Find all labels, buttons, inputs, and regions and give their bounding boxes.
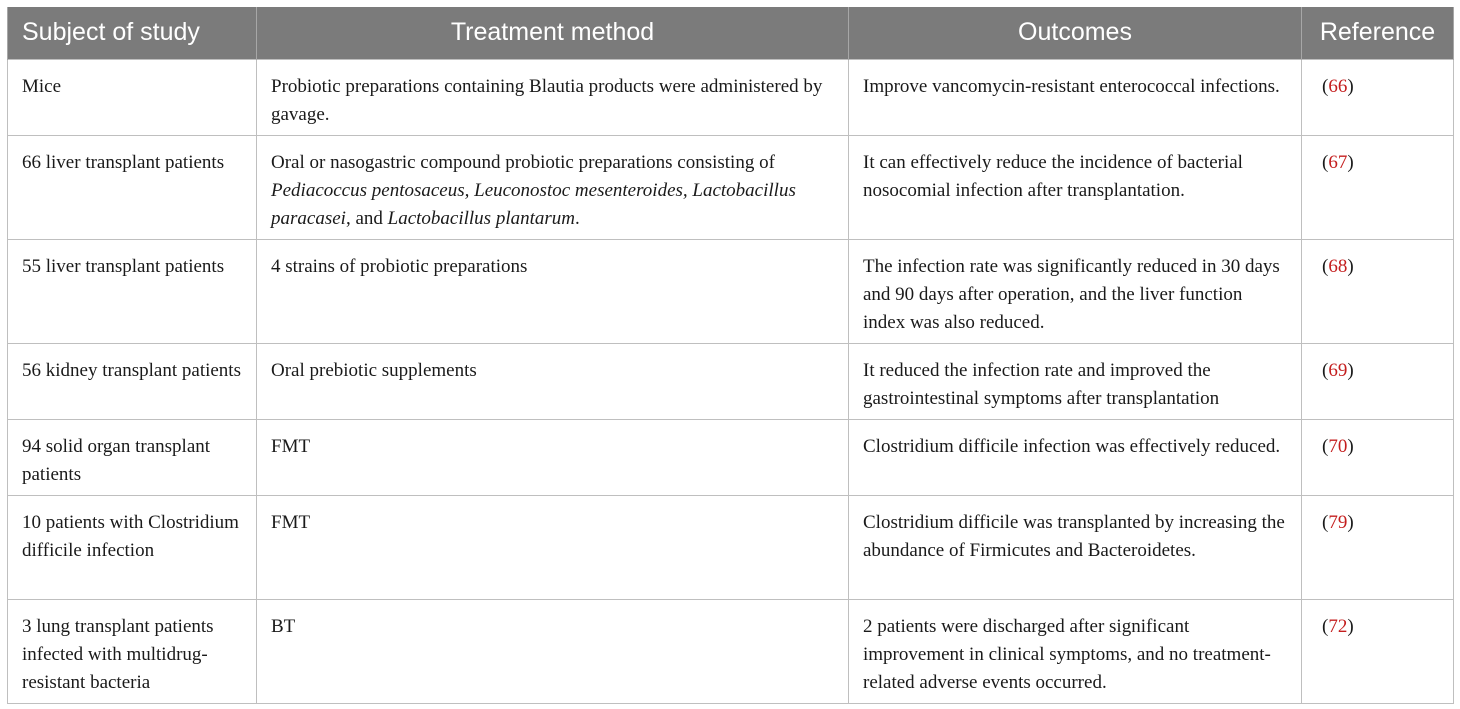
outcomes-cell: 2 patients were discharged after significant improvement in clinical symptoms, and no treatment-related adverse events occurred. <box>849 599 1302 703</box>
subject-cell: 66 liver transplant patients <box>8 135 257 239</box>
species-name: Lactobacillus plantarum <box>387 207 575 229</box>
subject-cell: 56 kidney transplant patients <box>8 343 257 419</box>
outcomes-cell: Clostridium difficile was transplanted by increasing the abundance of Firmicutes and Bacteroidetes. <box>849 495 1302 599</box>
treatment-cell: Oral prebiotic supplements <box>257 343 849 419</box>
header-treatment: Treatment method <box>257 7 849 59</box>
treatment-cell: FMT <box>257 419 849 495</box>
treatment-text: , and <box>345 207 388 229</box>
treatment-text: Oral or nasogastric compound probiotic preparations consisting of <box>271 151 775 173</box>
header-outcomes: Outcomes <box>849 7 1302 59</box>
table-body <box>8 59 1454 703</box>
outcomes-cell: Improve vancomycin-resistant enterococcal infections. <box>849 59 1302 135</box>
subject-cell: 94 solid organ transplant patients <box>8 419 257 495</box>
ref-open-paren: ( <box>1322 511 1329 533</box>
outcomes-cell: The infection rate was significantly reduced in 30 days and 90 days after operation, and the liver function index was also reduced. <box>849 239 1302 343</box>
header-subject: Subject of study <box>8 7 257 59</box>
study-table <box>7 7 1454 704</box>
reference-link[interactable]: 66 <box>1328 75 1348 97</box>
ref-close-paren: ) <box>1347 151 1354 173</box>
table-row <box>8 599 1454 703</box>
reference-link[interactable]: 70 <box>1328 435 1348 457</box>
table-header <box>8 7 1454 59</box>
reference-cell <box>1302 419 1454 495</box>
ref-close-paren: ) <box>1347 435 1354 457</box>
table-row <box>8 239 1454 343</box>
reference-link[interactable]: 72 <box>1328 615 1348 637</box>
ref-open-paren: ( <box>1322 615 1329 637</box>
reference-cell <box>1302 59 1454 135</box>
reference-cell <box>1302 495 1454 599</box>
outcomes-cell: Clostridium difficile infection was effectively reduced. <box>849 419 1302 495</box>
ref-close-paren: ) <box>1347 359 1354 381</box>
reference-link[interactable]: 67 <box>1328 151 1348 173</box>
table-row <box>8 59 1454 135</box>
header-reference: Reference <box>1302 7 1454 59</box>
ref-open-paren: ( <box>1322 151 1329 173</box>
reference-link[interactable]: 79 <box>1328 511 1348 533</box>
table-row <box>8 495 1454 599</box>
ref-close-paren: ) <box>1347 255 1354 277</box>
ref-open-paren: ( <box>1322 359 1329 381</box>
table-row <box>8 419 1454 495</box>
species-names: Pediacoccus pentosaceus, Leuconostoc mesenteroides, Lactobacillus paracasei <box>271 179 796 229</box>
header-row <box>8 7 1454 59</box>
reference-cell <box>1302 343 1454 419</box>
reference-link[interactable]: 68 <box>1328 255 1348 277</box>
reference-cell <box>1302 135 1454 239</box>
outcomes-cell: It reduced the infection rate and improved the gastrointestinal symptoms after transplantation <box>849 343 1302 419</box>
subject-cell: 10 patients with Clostridium difficile infection <box>8 495 257 599</box>
outcomes-cell: It can effectively reduce the incidence of bacterial nosocomial infection after transplantation. <box>849 135 1302 239</box>
table-row <box>8 135 1454 239</box>
ref-close-paren: ) <box>1347 75 1354 97</box>
ref-open-paren: ( <box>1322 75 1329 97</box>
treatment-cell: BT <box>257 599 849 703</box>
ref-close-paren: ) <box>1347 615 1354 637</box>
table-row <box>8 343 1454 419</box>
reference-link[interactable]: 69 <box>1328 359 1348 381</box>
treatment-cell: 4 strains of probiotic preparations <box>257 239 849 343</box>
subject-cell: Mice <box>8 59 257 135</box>
reference-cell <box>1302 599 1454 703</box>
ref-open-paren: ( <box>1322 255 1329 277</box>
treatment-text: . <box>575 207 580 229</box>
treatment-cell: FMT <box>257 495 849 599</box>
reference-cell <box>1302 239 1454 343</box>
subject-cell: 55 liver transplant patients <box>8 239 257 343</box>
treatment-cell <box>257 135 849 239</box>
subject-cell: 3 lung transplant patients infected with multidrug-resistant bacteria <box>8 599 257 703</box>
ref-open-paren: ( <box>1322 435 1329 457</box>
treatment-cell: Probiotic preparations containing Blautia products were administered by gavage. <box>257 59 849 135</box>
ref-close-paren: ) <box>1347 511 1354 533</box>
